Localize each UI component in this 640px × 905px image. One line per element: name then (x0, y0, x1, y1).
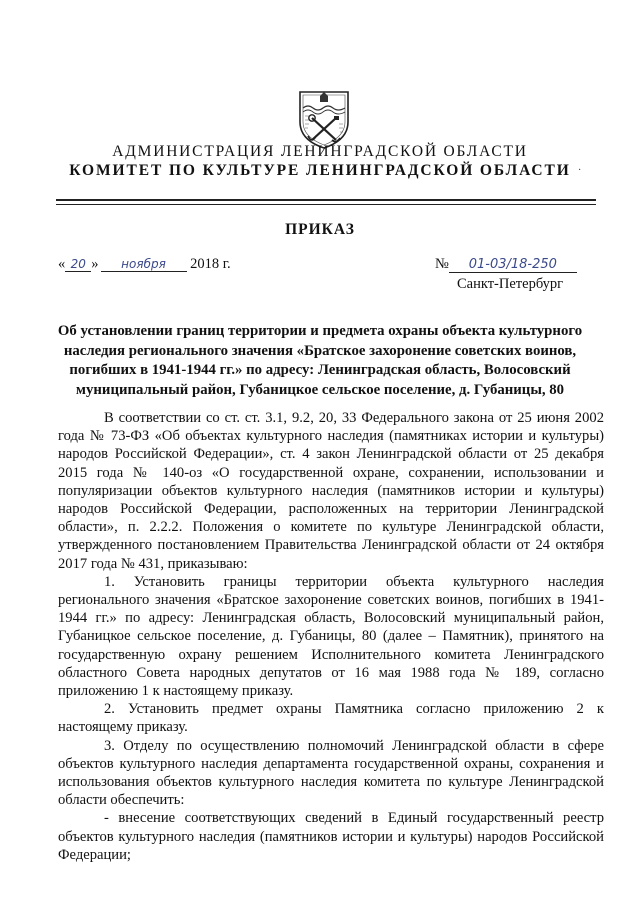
number-sign: № (435, 256, 449, 272)
date-quote-open: « (58, 256, 66, 272)
document-date (58, 256, 231, 273)
date-month-handwritten: ноября (101, 257, 187, 272)
date-day-handwritten: 20 (65, 257, 91, 272)
committee-name: КОМИТЕТ ПО КУЛЬТУРЕ ЛЕНИНГРАДСКОЙ ОБЛАСТИ (69, 162, 571, 179)
header-rule-thin (56, 204, 596, 205)
document-number (435, 256, 577, 273)
date-quote-close: » (91, 256, 99, 272)
document-body (58, 409, 604, 864)
document-city: Санкт-Петербург (457, 276, 564, 292)
paragraph: 3. Отделу по осуществлению полномочий Ленинградской области в сфере объектов культурного наследия департамента государственной охраны, сохранения и использования объектов культурного наследия комитета по культуре Ленинградской области обеспечить: (58, 737, 604, 809)
paragraph: В соответствии со ст. ст. 3.1, 9.2, 20, 33 Федерального закона от 25 июня 2002 года № 73-ФЗ «Об объектах культурного наследия (памятниках истории и культуры) народов Российской Федерации», ст. 4 закон Ленинградской области от 25 декабря 2015 года № 140-оз «О государственной охране, сохранении, использовании и популяризации объектов культурного наследия (памятников истории и культуры) народов Российской Федерации, расположенных на территории Ленинградской области», п. 2.2.2. Положения о комитете по культуре Ленинградской области, утвержденного постановлением Правительства Ленинградской области от 24 октября 2017 года № 431, приказываю: (58, 410, 604, 572)
number-handwritten: 01-03/18-250 (449, 258, 577, 273)
coat-of-arms-icon (294, 88, 354, 150)
date-year: 2018 г. (190, 256, 231, 272)
paragraph: 2. Установить предмет охраны Памятника согласно приложению 2 к настоящему приказу. (58, 701, 604, 736)
paragraph: 1. Установить границы территории объекта культурного наследия регионального значения «Братское захоронение советских воинов, погибших в 1941-1944 гг.» по адресу: Ленинградская область, Волосовский муниципальный район, Губаницкое сельское поселение, д. Губаницы, 80 (далее – Памятник), принятого на государственную охрану решением Исполнительного комитета Ленинградского областного Совета народных депутатов от 16 мая 1988 года № 189, согласно приложению 1 к настоящему приказу. (58, 573, 604, 700)
document-type: ПРИКАЗ (285, 221, 355, 238)
scan-mark: · (578, 165, 582, 176)
paragraph: - внесение соответствующих сведений в Единый государственный реестр объектов культурного наследия (памятников истории и культуры) народов Российской Федерации; (58, 810, 604, 863)
organization-name: АДМИНИСТРАЦИЯ ЛЕНИНГРАДСКОЙ ОБЛАСТИ (112, 143, 528, 160)
document-title: Об установлении границ территории и предмета охраны объекта культурного наследия регионального значения «Братское захоронение советских воинов, погибших в 1941-1944 гг.» по адресу: Ленинградская область, Волосовский муниципальный район, Губаницкое сельское поселение, д. Губаницы, 80 (57, 323, 583, 398)
header-rule-thick (56, 199, 596, 201)
